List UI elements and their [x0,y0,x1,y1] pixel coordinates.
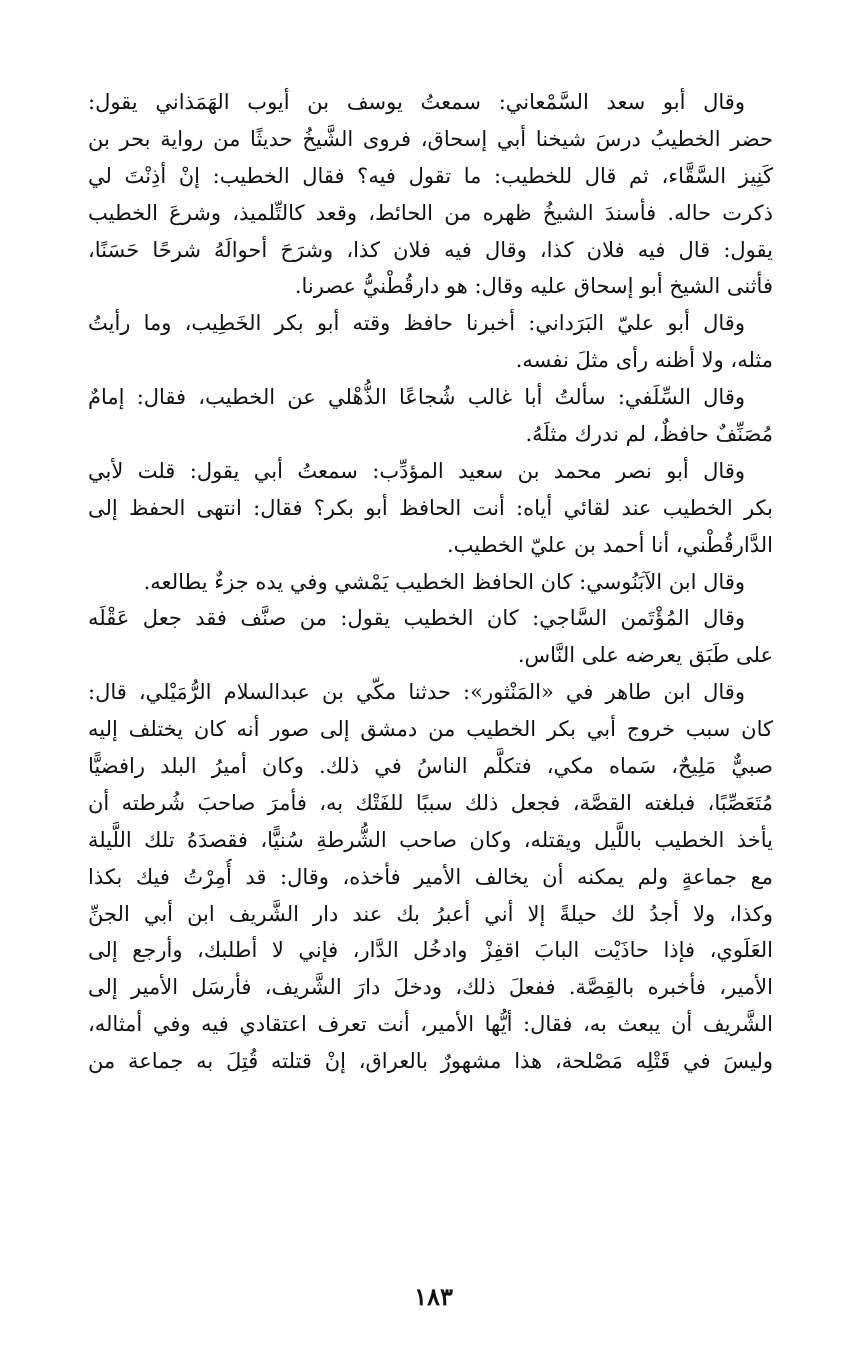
text-line: وقال ابن الآبَنُوسي: كان الحافظ الخطيب يَمْشي وفي يده جزءٌ يطالعه. [143,569,745,594]
text-line: وكذا، ولا أجدُ لك حيلةً إلا أني أعبرُ بك عند دار الشَّريف ابن أبي الجنِّ [88,901,773,926]
text-line: وقال أبو نصر محمد بن سعيد المؤدِّب: سمعتُ أبي يقول: قلت لأبي [88,458,745,483]
text-line: كان سبب خروج أبي بكر الخطيب من دمشق إلى صور أنه كان يختلف إليه [88,717,773,742]
paragraph-7 [88,674,773,1080]
paragraph-3 [88,379,773,453]
text-line: مثله، ولا أظنه رأى مثلَ نفسه. [515,348,773,373]
paragraph-4 [88,453,773,564]
text-line: بكر الخطيب عند لقائي أياه: أنت الحافظ أبو بكر؟ فقال: انتهى الحفظ إلى [88,495,773,520]
page-body [88,84,773,1080]
text-line: صبيٌّ مَلِيحٌ، سَماه مكي، فتكلَّم الناسُ في ذلك. وكان أميرُ البلد رافضيًّا [88,754,773,779]
paragraph-2 [88,305,773,379]
text-line: كَنِيز السَّقَّاء، ثم قال للخطيب: ما تقول فيه؟ فقال الخطيب: إنْ أذِنْتَ لي [88,163,773,188]
text-line: ذكرت حاله. فأسندَ الشيخُ ظهره من الحائط، وقعد كالتِّلميذ، وشرعَ الخطيب [88,200,773,225]
text-line: وقال السِّلَفي: سألتُ أبا غالب شُجاعًا الذُّهْلي عن الخطيب، فقال: إمامٌ [88,385,745,410]
paragraph-6 [88,600,773,674]
text-line: وقال ابن طاهر في «المَنْثور»: حدثنا مكّي بن عبدالسلام الرُّمَيْلي، قال: [88,680,745,705]
text-line: يقول: قال فيه فلان كذا، وقال فيه فلان كذا، وشرَحَ أحوالَهُ شرحًا حَسَنًا، [88,237,773,262]
text-line: فأثنى الشيخ أبو إسحاق عليه وقال: هو دارقُطْنيُّ عصرنا. [294,274,773,299]
text-line: حضر الخطيبُ درسَ شيخنا أبي إسحاق، فروى الشَّيخُ حديثًا من رواية بحر بن [88,126,773,151]
text-line: يأخذ الخطيب باللَّيل ويقتله، وكان صاحب الشُّرطةِ سُنيًّا، فقصدَهُ تلك اللَّيلة [88,827,773,852]
text-line: على طَبَق يعرضه على النَّاس. [517,643,773,668]
page-number: ١٨٣ [414,1282,453,1311]
text-line: الأمير، فأخبره بالقِصَّة. ففعلَ ذلك، ودخلَ دارَ الشَّريف، فأرسَل الأمير إلى [88,975,773,1000]
text-line: وقال أبو عليّ البَرَداني: أخبرنا حافظ وقته أبو بكر الخَطِيب، وما رأيتُ [88,311,745,336]
text-line: وقال أبو سعد السَّمْعاني: سمعتُ يوسف بن أيوب الهَمَذاني يقول: [88,90,745,114]
text-line: مُصَنِّفٌ حافظٌ، لم ندرك مثلَهُ. [525,422,773,447]
text-line: العَلَوي، فإذا حاذَيْت البابَ اقفِزْ وادخُل الدَّار، فإني لا أطلبك، وأرجع إلى [88,938,773,963]
text-line: وليسَ في قَتْلِه مَصْلحة، هذا مشهورٌ بالعراق، إنْ قتلته قُتِلَ به جماعة من [88,1049,773,1074]
text-line: وقال المُؤْتَمن السَّاجي: كان الخطيب يقول: من صنَّف فقد جعل عَقْلَه [88,606,745,631]
paragraph-5 [88,564,773,601]
text-line: الدَّارقُطْني، أنا أحمد بن عليّ الخطيب. [446,532,773,557]
text-line: مُتَعَصِّبًا، فبلغته القصَّة، فجعل ذلك سببًا للفَتْك به، فأمرَ صاحبَ شُرطته أن [88,790,773,815]
text-line: مع جماعةٍ ولم يمكنه أن يخالف الأمير فأخذه، وقال: قد أُمِرْتُ فيك بكذا [88,864,773,889]
paragraph-1 [88,84,773,305]
text-line: الشَّريف أن يبعث به، فقال: أيُّها الأمير، أنت تعرف اعتقادي فيه وفي أمثاله، [88,1012,773,1037]
